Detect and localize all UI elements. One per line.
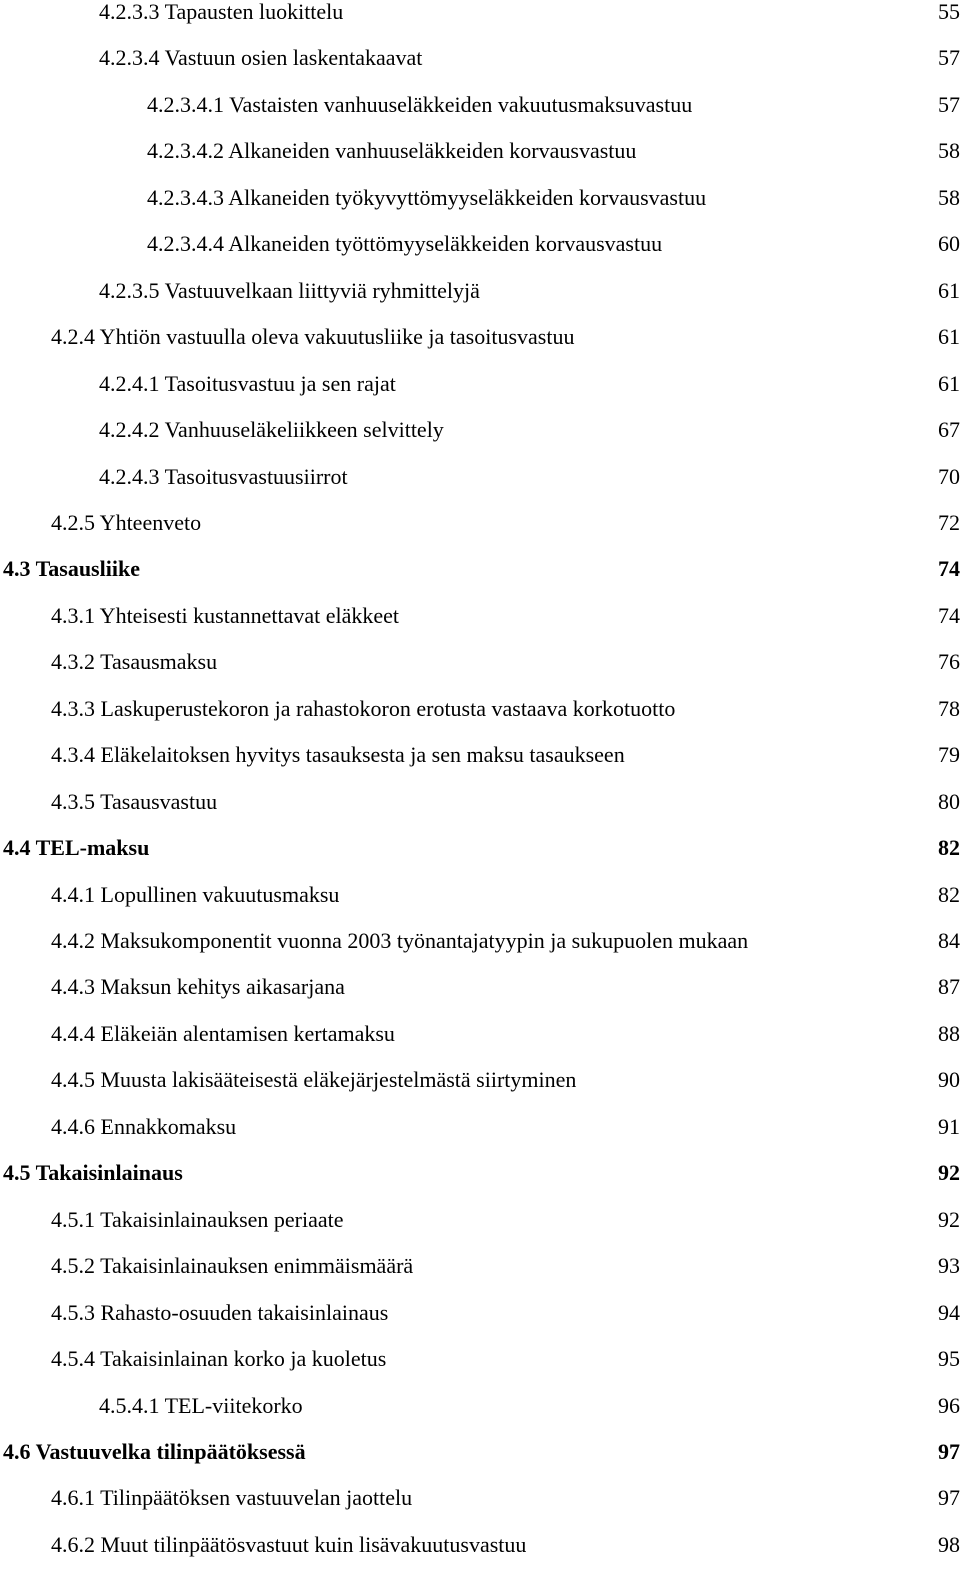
toc-entry-title: 4.6.2 Muut tilinpäätösvastuut kuin lisävakuutusvastuu: [51, 1531, 527, 1557]
toc-entry-title: 4.3.3 Laskuperustekoron ja rahastokoron erotusta vastaava korkotuotto: [51, 695, 676, 721]
toc-entry-title: 4.5.3 Rahasto-osuuden takaisinlainaus: [51, 1299, 389, 1325]
toc-entry-page-number: 74: [938, 602, 960, 628]
toc-entry-page-number: 87: [938, 974, 960, 1000]
toc-entry-page-number: 88: [938, 1020, 960, 1046]
toc-entry[interactable]: [0, 1254, 960, 1294]
toc-entry-page-number: 98: [938, 1531, 960, 1557]
toc-entry-title: 4.2.4.3 Tasoitusvastuusiirrot: [99, 463, 348, 489]
toc-entry-page-number: 61: [938, 277, 960, 303]
toc-entry[interactable]: [0, 883, 960, 923]
toc-entry-page-number: 79: [938, 742, 960, 768]
toc-entry[interactable]: [0, 511, 960, 551]
toc-entry-title: 4.6.1 Tilinpäätöksen vastuuvelan jaottelu: [51, 1485, 413, 1511]
toc-entry-page-number: 95: [938, 1346, 960, 1372]
toc-entry-title: 4.2.5 Yhteenveto: [51, 509, 202, 535]
toc-entry-page-number: 92: [938, 1206, 960, 1232]
toc-entry-title: 4.2.4.1 Tasoitusvastuu ja sen rajat: [99, 370, 396, 396]
toc-entry[interactable]: [0, 604, 960, 644]
toc-entry[interactable]: [0, 93, 960, 133]
toc-entry-title: 4.2.3.4.2 Alkaneiden vanhuuseläkkeiden korvausvastuu: [147, 138, 637, 164]
toc-entry-title: 4.5.2 Takaisinlainauksen enimmäismäärä: [51, 1253, 414, 1279]
toc-entry-title: 4.2.3.4.1 Vastaisten vanhuuseläkkeiden vakuutusmaksuvastuu: [147, 91, 693, 117]
toc-entry-title: 4.4.4 Eläkeiän alentamisen kertamaksu: [51, 1020, 395, 1046]
toc-entry[interactable]: [0, 836, 960, 876]
toc-entry-page-number: 57: [938, 91, 960, 117]
toc-entry-title: 4.2.3.4.3 Alkaneiden työkyvyttömyyseläkkeiden korvausvastuu: [147, 184, 707, 210]
toc-entry[interactable]: [0, 743, 960, 783]
toc-entry-page-number: 82: [938, 835, 960, 861]
toc-entry-title: 4.4.6 Ennakkomaksu: [51, 1113, 237, 1139]
toc-entry[interactable]: [0, 418, 960, 458]
toc-entry[interactable]: [0, 139, 960, 179]
toc-entry-title: 4.2.3.4 Vastuun osien laskentakaavat: [99, 45, 423, 71]
toc-entry-page-number: 80: [938, 788, 960, 814]
toc-entry[interactable]: [0, 279, 960, 319]
toc-entry[interactable]: [0, 186, 960, 226]
toc-entry-page-number: 58: [938, 138, 960, 164]
toc-entry-page-number: 76: [938, 649, 960, 675]
toc-entry-page-number: 90: [938, 1067, 960, 1093]
toc-entry-page-number: 93: [938, 1253, 960, 1279]
toc-entry-page-number: 55: [938, 0, 960, 24]
toc-entry-page-number: 84: [938, 928, 960, 953]
toc-entry-page-number: 67: [938, 417, 960, 443]
toc-entry[interactable]: [0, 1533, 960, 1573]
toc-entry-title: 4.2.4 Yhtiön vastuulla oleva vakuutusliike ja tasoitusvastuu: [51, 324, 575, 350]
toc-entry-title: 4.5.4 Takaisinlainan korko ja kuoletus: [51, 1346, 387, 1372]
toc-entry-page-number: 61: [938, 324, 960, 350]
toc-entry[interactable]: [0, 1301, 960, 1341]
toc-entry-page-number: 78: [938, 695, 960, 721]
toc-entry[interactable]: [0, 1068, 960, 1108]
toc-entry-title: 4.5.1 Takaisinlainauksen periaate: [51, 1206, 344, 1232]
toc-entry[interactable]: [0, 650, 960, 690]
toc-entry-page-number: 97: [938, 1438, 960, 1464]
toc-entry[interactable]: [0, 1161, 960, 1201]
toc-entry-title: 4.2.3.3 Tapausten luokittelu: [99, 0, 344, 24]
toc-entry-title: 4.4.2 Maksukomponentit vuonna 2003 työnantajatyypin ja sukupuolen mukaan: [51, 928, 749, 953]
toc-entry-page-number: 72: [938, 509, 960, 535]
toc-entry-title: 4.6 Vastuuvelka tilinpäätöksessä: [3, 1438, 306, 1464]
toc-entry[interactable]: [0, 325, 960, 365]
toc-entry-page-number: 70: [938, 463, 960, 489]
toc-entry-page-number: 92: [938, 1160, 960, 1186]
toc-entry-page-number: 58: [938, 184, 960, 210]
toc-entry[interactable]: [0, 1347, 960, 1387]
toc-entry-page-number: 82: [938, 881, 960, 907]
toc-entry[interactable]: [0, 232, 960, 272]
toc-entry[interactable]: [0, 372, 960, 412]
toc-entry-title: 4.3.4 Eläkelaitoksen hyvitys tasauksesta ja sen maksu tasaukseen: [51, 742, 625, 768]
toc-entry-page-number: 91: [938, 1113, 960, 1139]
toc-entry-title: 4.5 Takaisinlainaus: [3, 1160, 183, 1186]
toc-entry[interactable]: [0, 557, 960, 597]
toc-entry-title: 4.5.4.1 TEL-viitekorko: [99, 1392, 303, 1418]
toc-entry[interactable]: [0, 790, 960, 830]
toc-entry-title: 4.3.2 Tasausmaksu: [51, 649, 218, 675]
toc-entry-title: 4.3 Tasausliike: [3, 556, 140, 582]
toc-entry-title: 4.4.1 Lopullinen vakuutusmaksu: [51, 881, 340, 907]
toc-entry-title: 4.2.4.2 Vanhuuseläkeliikkeen selvittely: [99, 417, 444, 443]
toc-entry[interactable]: [0, 1208, 960, 1248]
toc-entry[interactable]: [0, 929, 960, 969]
toc-entry-title: 4.2.3.4.4 Alkaneiden työttömyyseläkkeiden korvausvastuu: [147, 231, 663, 257]
toc-entry-title: 4.4.5 Muusta lakisääteisestä eläkejärjestelmästä siirtyminen: [51, 1067, 577, 1093]
toc-entry-page-number: 94: [938, 1299, 960, 1325]
toc-entry[interactable]: [0, 1394, 960, 1434]
toc-entry-title: 4.4.3 Maksun kehitys aikasarjana: [51, 974, 345, 1000]
toc-entry[interactable]: [0, 1022, 960, 1062]
toc-entry-page-number: 57: [938, 45, 960, 71]
toc-entry[interactable]: [0, 46, 960, 86]
toc-entry-page-number: 60: [938, 231, 960, 257]
toc-entry-page-number: 74: [938, 556, 960, 582]
toc-entry-title: 4.2.3.5 Vastuuvelkaan liittyviä ryhmittelyjä: [99, 277, 480, 303]
toc-entry-page-number: 97: [938, 1485, 960, 1511]
toc-entry-title: 4.3.5 Tasausvastuu: [51, 788, 218, 814]
toc-entry[interactable]: [0, 1440, 960, 1480]
toc-entry[interactable]: [0, 697, 960, 737]
toc-entry[interactable]: [0, 0, 960, 40]
toc-entry[interactable]: [0, 465, 960, 505]
toc-entry[interactable]: [0, 1486, 960, 1526]
toc-entry-page-number: 96: [938, 1392, 960, 1418]
toc-entry[interactable]: [0, 1115, 960, 1155]
toc-entry-page-number: 61: [938, 370, 960, 396]
toc-entry-title: 4.3.1 Yhteisesti kustannettavat eläkkeet: [51, 602, 400, 628]
toc-entry-title: 4.4 TEL-maksu: [3, 835, 150, 861]
toc-entry[interactable]: [0, 975, 960, 1015]
